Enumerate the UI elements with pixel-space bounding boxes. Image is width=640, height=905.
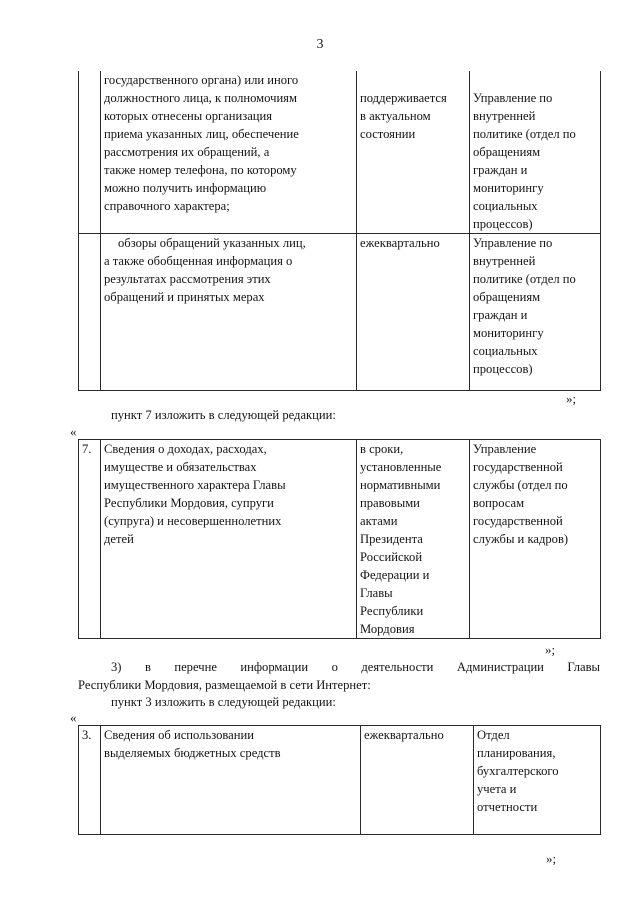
table-item-7 [78, 439, 601, 639]
period-cell [357, 234, 470, 391]
row-number-cell: 3. [79, 726, 101, 835]
department-text: Отдел планирования, бухгалтерского учета и отчетности [477, 728, 559, 814]
closing-quote: »; [545, 642, 556, 657]
description-cell [101, 440, 357, 639]
department-cell [470, 71, 601, 234]
closing-quote: »; [566, 391, 577, 406]
description-text: Сведения о доходах, расходах, имуществе и обязательствах имущественного характера Главы Республики Мордовия, супруги (супруга) и несовершеннолетних детей [104, 442, 286, 546]
description-text: обзоры обращений указанных лиц, а также обобщенная информация о результатах рассмотрения этих обращений и принятых мерах [104, 236, 306, 304]
instruction-line: пункт 7 изложить в следующей редакции: [111, 408, 336, 422]
department-text: Управление государственной службы (отдел по вопросам государственной службы и кадров) [473, 442, 569, 546]
department-text: Управление по внутренней политике (отдел по обращениям граждан и мониторингу социальных процессов) [473, 91, 576, 231]
period-text: поддерживается в актуальном состоянии [360, 91, 447, 141]
department-text: Управление по внутренней политике (отдел по обращениям граждан и мониторингу социальных процессов) [473, 236, 576, 376]
instruction-line: пункт 3 изложить в следующей редакции: [111, 695, 336, 709]
table-item-3 [78, 725, 601, 835]
description-cell [101, 71, 357, 234]
opening-quote: « [70, 424, 77, 439]
row-number-cell [79, 71, 101, 234]
department-cell [470, 440, 601, 639]
description-text: государственного органа) или иного должностного лица, к полномочиям которых отнесены организация приема указанных лиц, обеспечение рассмотрения их обращений, а также номер телефона, по которому можно получить информацию справочного характера; [104, 73, 299, 213]
page-number: 3 [316, 37, 324, 52]
department-cell [470, 234, 601, 391]
opening-quote: « [70, 710, 77, 725]
period-cell [361, 726, 474, 835]
row-number-cell: 7. [79, 440, 101, 639]
table-row [79, 71, 601, 234]
period-cell [357, 71, 470, 234]
table-continuation [78, 71, 601, 391]
paragraph-line: 3) в перечне информации о деятельности Администрации Главы [111, 660, 600, 674]
period-text: ежеквартально [360, 236, 440, 250]
description-cell [101, 726, 361, 835]
paragraph-line: Республики Мордовия, размещаемой в сети Интернет: [78, 678, 371, 692]
table-row [79, 234, 601, 391]
closing-quote: »; [546, 851, 557, 866]
description-cell [101, 234, 357, 391]
table-row [79, 726, 601, 835]
period-cell [357, 440, 470, 639]
period-text: в сроки, установленные нормативными правовыми актами Президента Российской Федерации и Главы Республики Мордовия [360, 442, 442, 636]
department-cell [474, 726, 601, 835]
period-text: ежеквартально [364, 728, 444, 742]
table-row [79, 440, 601, 639]
row-number-cell [79, 234, 101, 391]
description-text: Сведения об использовании выделяемых бюджетных средств [104, 728, 281, 760]
